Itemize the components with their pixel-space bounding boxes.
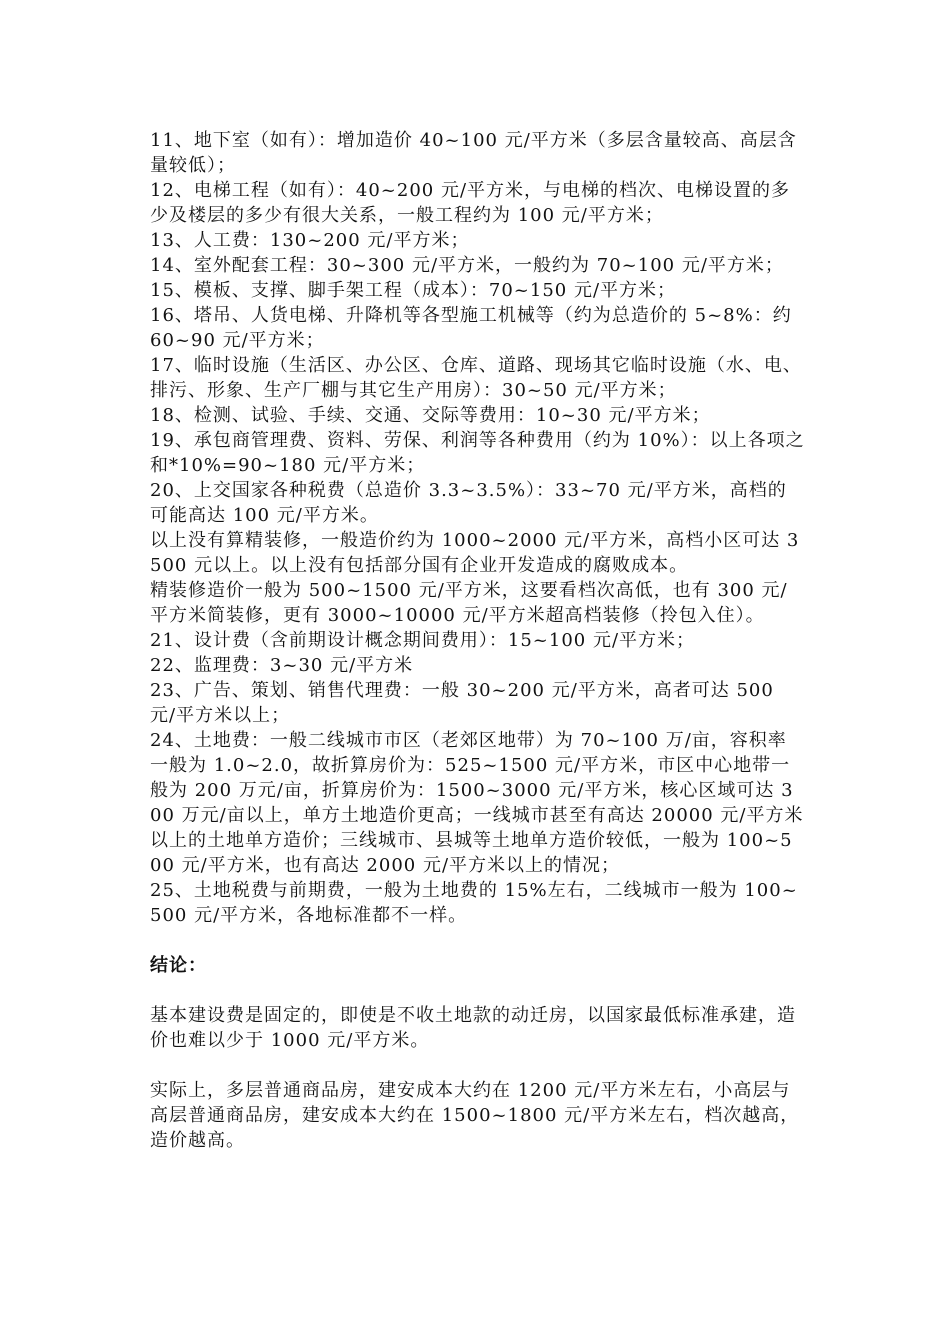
list-item: 17、临时设施（生活区、办公区、仓库、道路、现场其它临时设施（水、电、排污、形象、生产厂棚与其它生产用房）：30~50 元/平方米； <box>150 355 802 401</box>
conclusion-heading: 结论： <box>150 955 207 976</box>
list-item: 15、模板、支撑、脚手架工程（成本）：70~150 元/平方米； <box>150 280 677 301</box>
list-item: 14、室外配套工程：30~300 元/平方米，一般约为 70~100 元/平方米； <box>150 255 784 276</box>
list-item: 16、塔吊、人货电梯、升降机等各型施工机械等（约为总造价的 5~8%：约 60~90 元/平方米； <box>150 305 792 351</box>
paragraph-spacer <box>150 1053 805 1078</box>
conclusion-paragraph: 基本建设费是固定的，即使是不收土地款的动迁房，以国家最低标准承建，造价也难以少于 1000 元/平方米。 <box>150 1005 796 1051</box>
list-item: 22、监理费：3~30 元/平方米 <box>150 655 414 676</box>
list-item: 11、地下室（如有）：增加造价 40~100 元/平方米（多层含量较高、高层含量较低）； <box>150 130 797 176</box>
paragraph: 精装修造价一般为 500~1500 元/平方米，这要看档次高低，也有 300 元/平方米简装修，更有 3000~10000 元/平方米超高档装修（拎包入住）。 <box>150 580 788 626</box>
list-item: 25、土地税费与前期费，一般为土地费的 15%左右，二线城市一般为 100~500 元/平方米，各地标准都不一样。 <box>150 880 798 926</box>
list-item: 12、电梯工程（如有）：40~200 元/平方米，与电梯的档次、电梯设置的多少及楼层的多少有很大关系，一般工程约为 100 元/平方米； <box>150 180 791 226</box>
list-item: 19、承包商管理费、资料、劳保、利润等各种费用（约为 10%）：以上各项之和*10%=90~180 元/平方米； <box>150 430 805 476</box>
list-item: 24、土地费：一般二线城市市区（老郊区地带）为 70~100 万/亩，容积率一般为 1.0~2.0，故折算房价为：525~1500 元/平方米，市区中心地带一般为 200 万元/亩，折算房价为：1500~3000 元/平方米，核心区域可达 300 万元/亩以上，单方土地造价更高；一线城市甚至有高达 20000 元/平方米以上的土地单方造价；三线城市、县城等土地单方造价较低，一般为 100~500 元/平方米，也有高达 2000 元/平方米以上的情况； <box>150 730 804 876</box>
paragraph: 以上没有算精装修，一般造价约为 1000~2000 元/平方米，高档小区可达 3500 元以上。以上没有包括部分国有企业开发造成的腐败成本。 <box>150 530 800 576</box>
list-item: 23、广告、策划、销售代理费：一般 30~200 元/平方米，高者可达 500 元/平方米以上； <box>150 680 774 726</box>
conclusion-paragraph: 实际上，多层普通商品房，建安成本大约在 1200 元/平方米左右，小高层与高层普通商品房，建安成本大约在 1500~1800 元/平方米左右，档次越高，造价越高。 <box>150 1080 800 1151</box>
list-item: 13、人工费：130~200 元/平方米； <box>150 230 470 251</box>
list-item: 18、检测、试验、手续、交通、交际等费用：10~30 元/平方米； <box>150 405 711 426</box>
list-item: 20、上交国家各种税费（总造价 3.3~3.5%）：33~70 元/平方米，高档的可能高达 100 元/平方米。 <box>150 480 787 526</box>
list-item: 21、设计费（含前期设计概念期间费用）：15~100 元/平方米； <box>150 630 696 651</box>
document-body <box>150 128 805 1153</box>
